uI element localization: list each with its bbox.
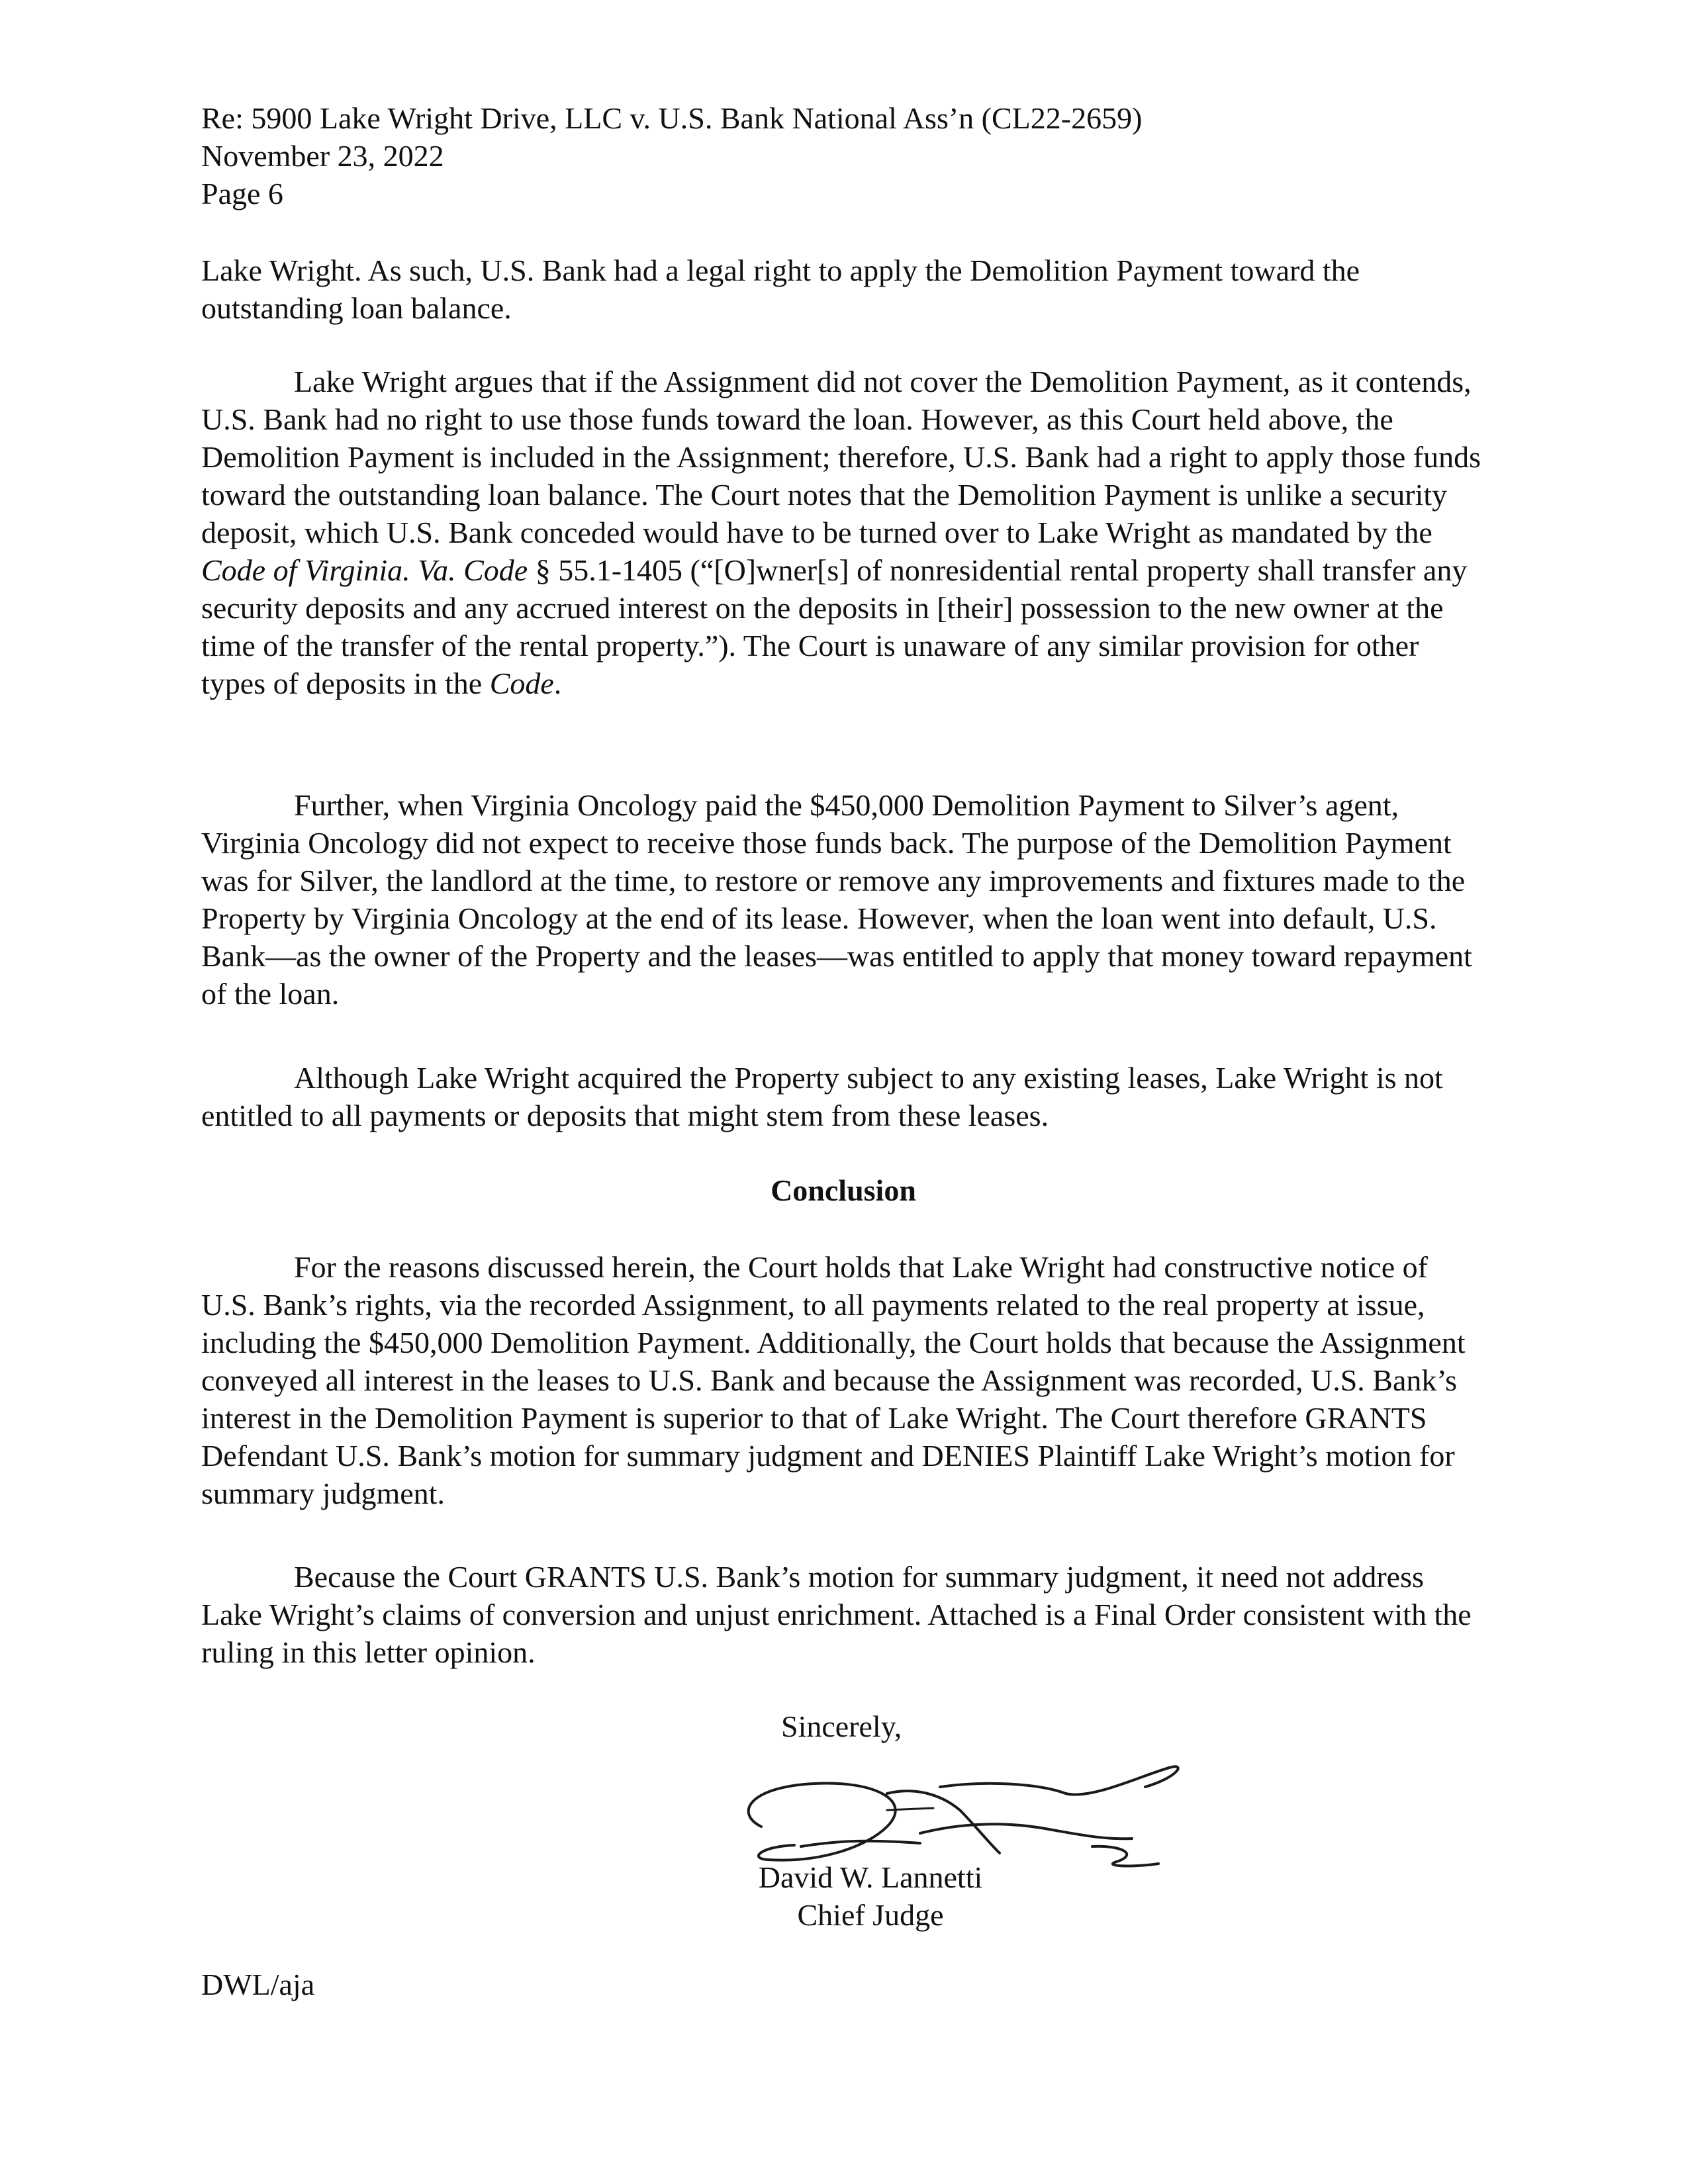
paragraph-2-text-c: .	[553, 666, 562, 700]
letter-header	[201, 99, 1142, 212]
paragraph-4	[201, 1059, 1485, 1134]
signer-name: David W. Lannetti	[758, 1860, 983, 1894]
paragraph-6	[201, 1558, 1485, 1671]
paragraph-3	[201, 786, 1485, 1013]
paragraph-2	[201, 363, 1485, 702]
page-number: Page 6	[201, 177, 283, 210]
letter-date: November 23, 2022	[201, 139, 444, 173]
paragraph-2-text-a: Lake Wright argues that if the Assignment did not cover the Demolition Payment, as it contends, U.S. Bank had no right to use those funds toward the loan. However, as this Court held above, the Demolition Payment is included in the Assignment; therefore, U.S. Bank had a right to apply those funds toward the outstanding loan balance. The Court notes that the Demolition Payment is unlike a security deposit, which U.S. Bank conceded would have to be turned over to Lake Wright as mandated by the	[201, 365, 1481, 549]
paragraph-2-text-b: § 55.1-1405 (“[O]wner[s] of nonresidential rental property shall transfer any security deposits and any accrued interest on the deposits in [their] possession to the new owner at the time of the transfer of the rental property.”). The Court is unaware of any similar provision for other types of deposits in the	[201, 553, 1468, 700]
code-citation: Code	[489, 666, 554, 700]
signature-block	[662, 1858, 1079, 1934]
paragraph-3-text: Further, when Virginia Oncology paid the $450,000 Demolition Payment to Silver’s agent, Virginia Oncology did not expect to receive those funds back. The purpose of the Demolition Payment was for Silver, the landlord at the time, to restore or remove any improvements and fixtures made to the Property by Virginia Oncology at the end of its lease. However, when the loan went into default, U.S. Bank—as the owner of the Property and the leases—was entitled to apply that money toward repayment of the loan.	[201, 788, 1472, 1011]
conclusion-heading: Conclusion	[771, 1173, 916, 1207]
paragraph-1-text: Lake Wright. As such, U.S. Bank had a legal right to apply the Demolition Payment toward the outstanding loan balance.	[201, 253, 1360, 325]
paragraph-5	[201, 1248, 1485, 1512]
paragraph-5-text: For the reasons discussed herein, the Court holds that Lake Wright had constructive notice of U.S. Bank’s rights, via the recorded Assignment, to all payments related to the real property at issue, including the $450,000 Demolition Payment. Additionally, the Court holds that because the Assignment conveyed all interest in the leases to U.S. Bank and because the Assignment was recorded, U.S. Bank’s interest in the Demolition Payment is superior to that of Lake Wright. The Court therefore GRANTS Defendant U.S. Bank’s motion for summary judgment and DENIES Plaintiff Lake Wright’s motion for summary judgment.	[201, 1250, 1466, 1510]
paragraph-1	[201, 251, 1485, 327]
case-caption: Re: 5900 Lake Wright Drive, LLC v. U.S. Bank National Ass’n (CL22-2659)	[201, 101, 1143, 135]
code-of-virginia-citation: Code of Virginia. Va. Code	[201, 553, 528, 587]
paragraph-6-text: Because the Court GRANTS U.S. Bank’s motion for summary judgment, it need not address Lake Wright’s claims of conversion and unjust enrichment. Attached is a Final Order consistent with the ruling in this letter opinion.	[201, 1560, 1472, 1669]
salutation: Sincerely,	[781, 1709, 902, 1743]
typist-initials: DWL/aja	[201, 1968, 315, 2001]
paragraph-4-text: Although Lake Wright acquired the Property subject to any existing leases, Lake Wright is not entitled to all payments or deposits that might stem from these leases.	[201, 1061, 1443, 1132]
signer-title: Chief Judge	[797, 1898, 944, 1932]
